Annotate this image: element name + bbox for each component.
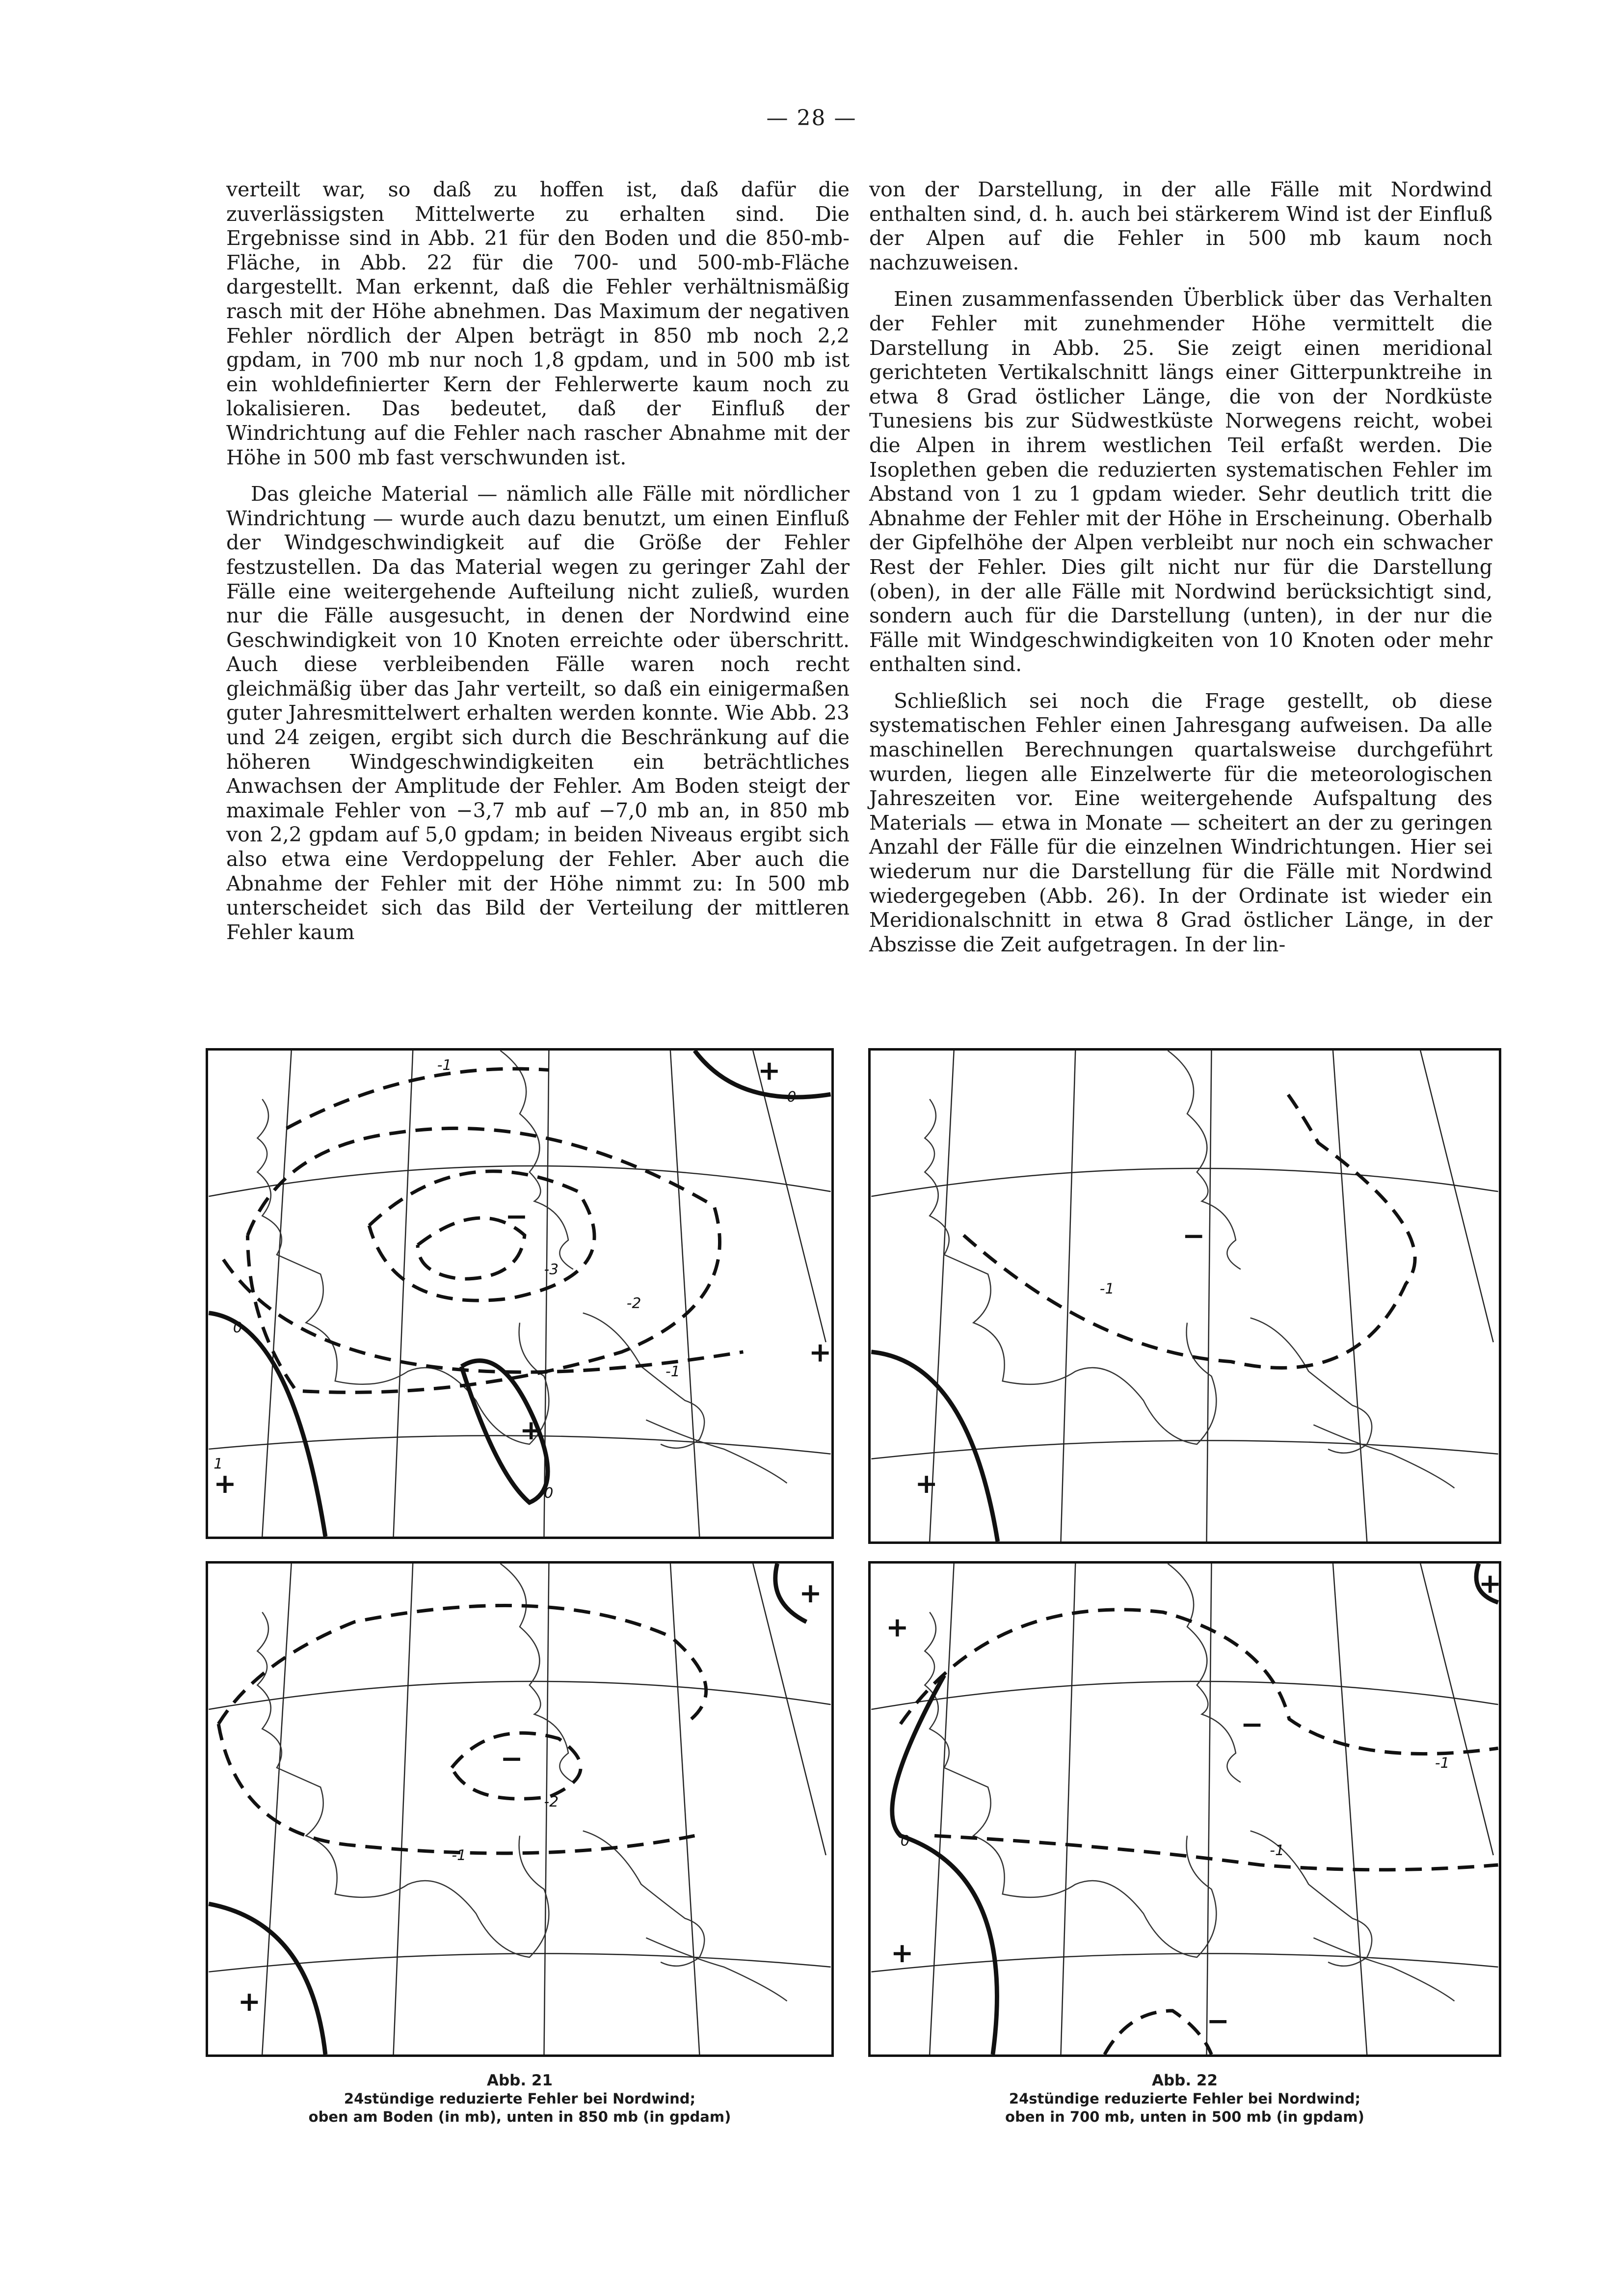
map-abb22-bottom <box>868 1561 1501 2057</box>
plus-sign: + <box>809 1337 832 1369</box>
contour-label: -3 <box>544 1261 559 1278</box>
isopleth-zero <box>209 1564 806 2054</box>
plus-sign: + <box>915 1468 938 1500</box>
right-paragraph-3: Schließlich sei noch die Frage gestellt, ob diese systematischen Fehler einen Jahresgang aufweisen. Da alle maschinellen Berechnungen quartalsweise durchgeführt wurden, liegen alle Einzelwerte für die meteorologischen Jahreszeiten vor. Eine weitergehende Aufspaltung des Materials — etwa in Monate — scheitert an der zu geringen Anzahl der Fälle für die einzelnen Windrichtungen. Hier sei wiederum nur die Darstellung für die Fälle mit Nordwind wiedergegeben (Abb. 26). In der Ordinate ist wieder ein Meridionalschnitt in etwa 8 Grad östlicher Länge, in der Abszisse die Zeit aufgetragen. In der lin- <box>869 689 1492 956</box>
plus-sign: + <box>799 1578 822 1610</box>
map-abb21-top <box>206 1048 834 1539</box>
contour-label: -1 <box>452 1846 466 1864</box>
map-abb22-top <box>868 1048 1501 1544</box>
caption-abb21-line1: 24stündige reduzierte Fehler bei Nordwind; <box>344 2090 696 2107</box>
contour-label: -2 <box>626 1295 641 1312</box>
left-column <box>226 178 850 957</box>
map-abb22-bottom-drawing <box>871 1564 1502 2054</box>
contour-label: 0 <box>900 1832 910 1850</box>
map-abb21-bottom-drawing <box>208 1564 831 2054</box>
coastline <box>925 1564 1454 2001</box>
caption-abb22-line2: oben in 700 mb, unten in 500 mb (in gpdam) <box>1005 2108 1364 2125</box>
caption-abb22-line1: 24stündige reduzierte Fehler bei Nordwind; <box>1009 2090 1361 2107</box>
plus-sign: + <box>520 1415 543 1446</box>
graticule <box>209 1051 830 1537</box>
plus-sign: + <box>758 1055 781 1087</box>
page-number: — 28 — <box>766 106 857 131</box>
minus-sign: − <box>1240 1709 1264 1741</box>
contour-label: 1 <box>213 1455 223 1473</box>
isopleth-zero <box>209 1051 830 1537</box>
graticule <box>871 1564 1498 2054</box>
minus-sign: − <box>505 1201 528 1233</box>
isopleth-zero <box>892 1564 1498 2054</box>
right-column <box>869 178 1492 969</box>
plus-sign: + <box>890 1937 914 1969</box>
sign-markers <box>915 1220 1205 1500</box>
contour-label: 0 <box>787 1088 797 1106</box>
contour-label: 0 <box>544 1484 554 1502</box>
caption-abb21-title: Abb. 21 <box>486 2072 553 2089</box>
map-abb21-bottom <box>206 1561 834 2057</box>
caption-abb22-title: Abb. 22 <box>1151 2072 1218 2089</box>
caption-abb21 <box>203 2072 836 2126</box>
minus-sign: − <box>500 1743 523 1775</box>
isopleth-negative <box>218 1605 706 1853</box>
graticule <box>209 1564 830 2054</box>
contour-label: -1 <box>437 1056 452 1074</box>
isopleth-negative <box>223 1069 743 1392</box>
right-paragraph-2: Einen zusammenfassenden Überblick über das Verhalten der Fehler mit zunehmender Höhe vermittelt die Darstellung in Abb. 25. Sie zeigt einen meridional gerichteten Vertikalschnitt längs einer Gitterpunktreihe in etwa 8 Grad östlicher Länge, die von der Nordküste Tunesiens bis zur Südwestküste Norwegens reicht, wobei die Alpen in ihrem westlichen Teil erfaßt werden. Die Isoplethen geben die reduzierten systematischen Fehler im Abstand von 1 zu 1 gpdam wieder. Sehr deutlich tritt die Abnahme der Fehler mit der Höhe in Erscheinung. Oberhalb der Gipfelhöhe der Alpen verbleibt nur noch ein schwacher Rest der Fehler. Dies gilt nicht nur für die Darstellung (oben), in der alle Fälle mit Nordwind berücksichtigt sind, sondern auch für die Darstellung (unten), in der nur die Fälle mit Windgeschwindigkeiten von 10 Knoten oder mehr enthalten sind. <box>869 287 1492 676</box>
plus-sign: + <box>1479 1568 1502 1600</box>
right-paragraph-1: von der Darstellung, in der alle Fälle mit Nordwind enthalten sind, d. h. auch bei stärkerem Wind ist der Einfluß der Alpen auf die Fehler in 500 mb kaum noch nachzuweisen. <box>869 178 1492 274</box>
isopleth-labels <box>1100 1280 1115 1297</box>
plus-sign: + <box>213 1468 237 1500</box>
sign-markers <box>213 1055 831 1500</box>
contour-label: -1 <box>665 1363 680 1380</box>
contour-label: 0 <box>233 1319 242 1337</box>
plus-sign: + <box>238 1986 261 2018</box>
plus-sign: + <box>886 1612 909 1644</box>
sign-markers <box>886 1568 1501 2037</box>
left-paragraph-1: verteilt war, so daß zu hoffen ist, daß dafür die zuverlässigsten Mittelwerte zu erhalten sind. Die Ergebnisse sind in Abb. 21 für den Boden und die 850-mb-Fläche, in Abb. 22 für die 700- und 500-mb-Fläche dargestellt. Man erkennt, daß die Fehler verhältnismäßig rasch mit der Höhe abnehmen. Das Maximum der negativen Fehler nördlich der Alpen beträgt in 850 mb noch 2,2 gpdam, in 700 mb nur noch 1,8 gpdam, und in 500 mb ist ein wohldefinierter Kern der Fehlerwerte kaum noch zu lokalisieren. Das bedeutet, daß der Einfluß der Windrichtung auf die Fehler nach rascher Abnahme mit der Höhe in 500 mb fast verschwunden ist. <box>226 178 850 469</box>
minus-sign: − <box>1206 2005 1230 2037</box>
map-abb21-top-drawing <box>208 1051 831 1537</box>
left-paragraph-2: Das gleiche Material — nämlich alle Fälle mit nördlicher Windrichtung — wurde auch dazu benutzt, um einen Einfluß der Windgeschwindigkeit auf die Größe der Fehler festzustellen. Da das Material wegen zu geringer Zahl der Fälle eine weitergehende Aufteilung nicht zuließ, wurden nur die Fälle ausgesucht, in denen der Nordwind eine Geschwindigkeit von 10 Knoten erreichte oder überschritt. Auch diese verbleibenden Fälle waren noch recht gleichmäßig über das Jahr verteilt, so daß ein einigermaßen guter Jahresmittelwert erhalten werden konnte. Wie Abb. 23 und 24 zeigen, ergibt sich durch die Beschränkung auf die höheren Windgeschwindigkeiten ein beträchtliches Anwachsen der Amplitude der Fehler. Am Boden steigt der maximale Fehler von −3,7 mb auf −7,0 mb an, in 850 mb von 2,2 gpdam auf 5,0 gpdam; in beiden Niveaus ergibt sich also etwa eine Verdoppelung der Fehler. Aber auch die Abnahme der Fehler mit der Höhe nimmt zu: In 500 mb unterscheidet sich das Bild der Verteilung der mittleren Fehler kaum <box>226 482 850 944</box>
contour-label: -2 <box>544 1793 559 1811</box>
map-abb22-top-drawing <box>871 1051 1499 1541</box>
caption-abb21-line2: oben am Boden (in mb), unten in 850 mb (in gpdam) <box>308 2108 731 2125</box>
isopleth-labels <box>901 1755 1450 1859</box>
caption-abb22 <box>868 2072 1501 2126</box>
contour-label: -1 <box>1270 1842 1284 1860</box>
isopleth-negative <box>901 1610 1498 2054</box>
coastline <box>257 1564 787 2001</box>
minus-sign: − <box>1182 1220 1205 1252</box>
graticule <box>871 1051 1498 1541</box>
contour-label: -1 <box>1099 1280 1115 1298</box>
contour-label: -1 <box>1435 1754 1450 1772</box>
